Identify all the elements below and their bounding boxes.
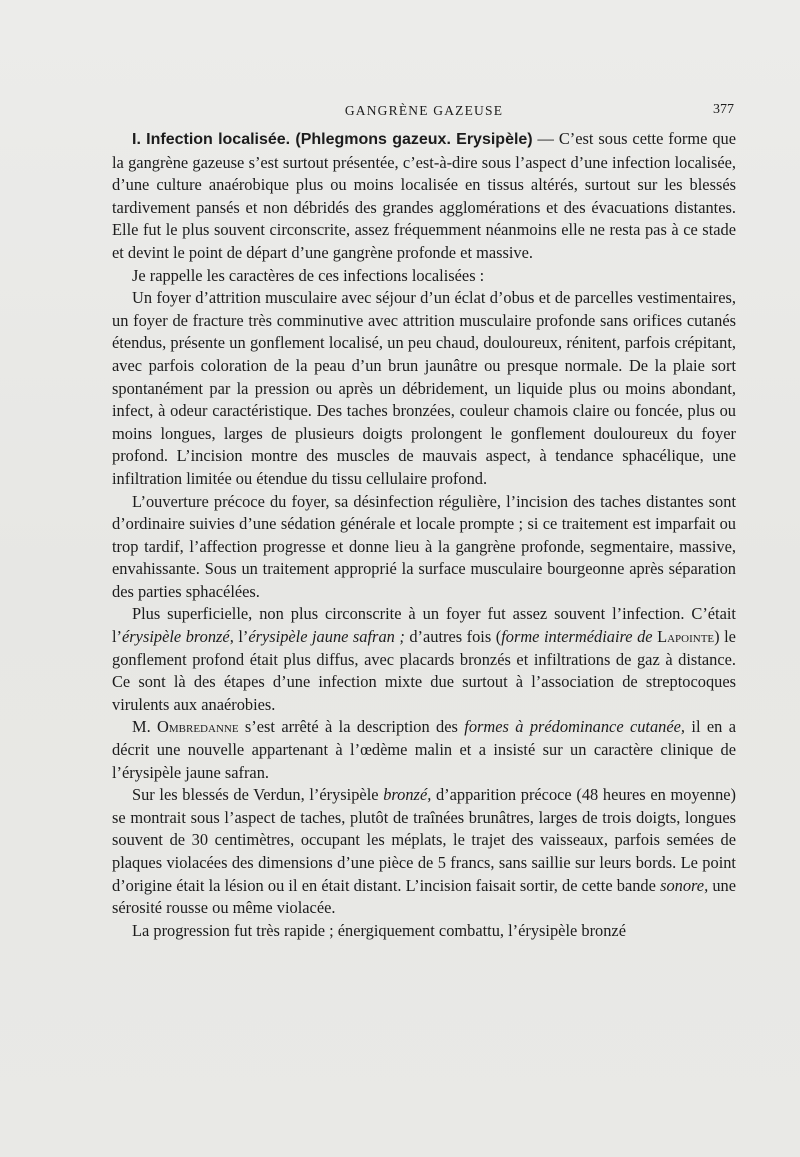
italic-term: érysipèle bronzé: [122, 627, 230, 647]
paragraph-ouverture-precoce: L’ouverture précoce du foyer, sa désinfection régulière, l’incision des taches distantes sont d’ordinaire suivies d’une sédation générale et locale prompte ; si ce traitement est imparfait ou trop tardif, l’affection progresse et donne lieu à la gangrène profonde, segmentaire, massive, envahissante. Sous un traitement approprié la surface musculaire bourgeonne après séparation des parties sphacélées.: [112, 491, 736, 601]
italic-term: érysipèle jaune safran ;: [248, 627, 405, 647]
author-name: Lapointe: [657, 627, 715, 647]
text-run: d’apparition précoce (48 heures en moyenne) se montrait sous l’aspect de taches, plutôt de traînées brunâtres, larges de trois doigts, longues souvent de 30 centimètres, occupant les méplats, le trajet des vaisseaux, parfois semées de plaques violacées des dimensions d’une pièce de 5 francs, sans saillie sur leurs bords. Le point d’origine était la lésion ou il en était distant. L’incision faisait sortir, de cette bande: [112, 785, 737, 895]
text-run: Plus superficielle, non plus circonscrite à un foyer fut assez souvent l’infection. C’était l’: [112, 604, 736, 647]
italic-term: sonore,: [660, 875, 709, 895]
italic-term: bronzé,: [383, 785, 432, 805]
text-run: une sérosité rousse ou même violacée.: [112, 875, 736, 918]
paragraph-infection-localisee: [112, 128, 736, 265]
paragraph-text: — C’est sous cette forme que la gangrène gazeuse s’est surtout présentée, c’est-à-dire sous l’aspect d’une infection localisée, d’une culture anaérobique plus ou moins localisée en tissus altérés, surtout sur les blessés tardivement pansés et non débridés des grandes agglomérations et des évacuations distantes. Elle fut le plus souvent circonscrite, assez fréquemment néanmoins elle ne resta pas à ce stade et devint le point de départ d’une gangrène profonde et massive.: [112, 129, 736, 262]
body-text: [112, 128, 736, 942]
section-heading: I. Infection localisée. (Phlegmons gazeux. Erysipèle): [132, 131, 533, 148]
page-number: 377: [713, 102, 734, 117]
text-run: M.: [132, 717, 158, 737]
paragraph-verdun: [112, 784, 736, 920]
text-run: s’est arrêté à la description des: [238, 717, 465, 737]
text-run: ) le gonflement profond était plus diffus, avec placards bronzés et infiltrations de gaz à distance. Ce sont là des étapes d’une infection mixte due surtout à l’association de streptocoques virulents aux anaérobies.: [112, 627, 736, 714]
paragraph-rappel: Je rappelle les caractères de ces infections localisées :: [132, 265, 485, 285]
italic-term: forme intermédiaire de: [501, 627, 653, 647]
paragraph-progression: La progression fut très rapide ; énergiquement combattu, l’érysipèle bronzé: [132, 920, 626, 940]
paragraph-foyer-attrition: Un foyer d’attrition musculaire avec séjour d’un éclat d’obus et de parcelles vestimentaires, un foyer de fracture très comminutive avec attrition musculaire profonde sans orifices cutanés étendus, présente un gonflement localisé, un peu chaud, douloureux, rénitent, parfois crépitant, avec parfois coloration de la peau d’un brun jaunâtre ou presque normale. De la plaie sort spontanément par la pression ou après un débridement, un liquide plus ou moins abondant, infect, à odeur caractéristique. Des taches bronzées, couleur chamois claire ou foncée, plus ou moins longues, larges de plusieurs doigts prolongent le gonflement douloureux du foyer profond. L’incision montre des muscles de mauvais aspect, à tendance sphacélique, une infiltration limitée ou étendue du tissu cellulaire profond.: [112, 288, 736, 488]
paragraph-ombredanne: [112, 716, 736, 784]
text-run: , l’: [229, 627, 249, 647]
italic-term: formes à prédominance cutanée,: [464, 717, 686, 737]
text-run: Sur les blessés de Verdun, l’érysipèle: [132, 785, 384, 805]
author-name: Ombredanne: [157, 717, 239, 737]
text-run: il en a décrit une nouvelle appartenant à l’œdème malin et a insisté sur un caractère clinique de l’érysipèle jaune safran.: [112, 717, 736, 782]
paragraph-plus-superficielle: [112, 603, 736, 716]
page-header: [112, 100, 736, 124]
running-title: GANGRÈNE GAZEUSE: [344, 103, 504, 118]
text-run: d’autres fois (: [404, 627, 502, 647]
